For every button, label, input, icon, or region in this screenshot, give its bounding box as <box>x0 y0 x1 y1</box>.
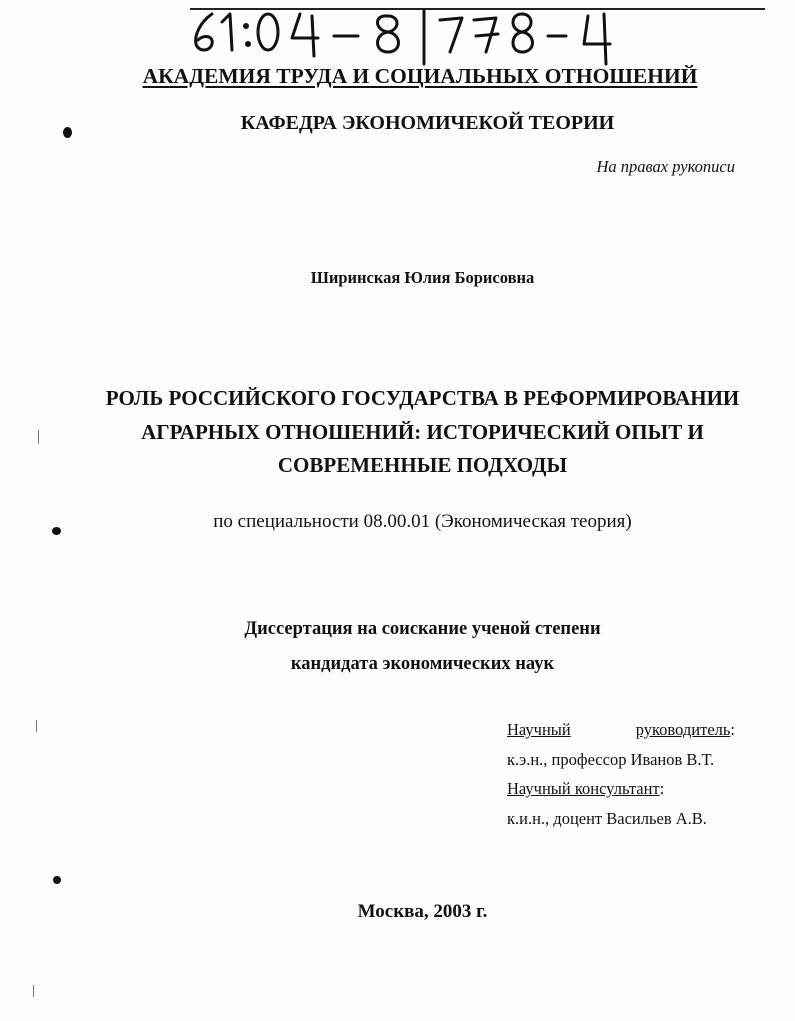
department-name: КАФЕДРА ЭКОНОМИЧЕКОЙ ТЕОРИИ <box>240 112 615 134</box>
supervisor-label-word1: Научный <box>507 720 571 739</box>
consultant-name: к.и.н., доцент Васильев А.В. <box>507 808 707 828</box>
scan-speck <box>52 527 61 535</box>
consultant-colon: : <box>659 779 665 798</box>
academy-name: АКАДЕМИЯ ТРУДА И СОЦИАЛЬНЫХ ОТНОШЕНИЙ <box>142 64 698 88</box>
supervisor-label-word2: руководитель <box>635 720 731 739</box>
city-year: Москва, 2003 г. <box>357 901 488 922</box>
manuscript-rights: На правах рукописи <box>596 157 735 176</box>
supervisor-label-word2-wrap <box>636 719 735 749</box>
scan-speck <box>53 876 61 884</box>
thesis-title-line-2: АГРАРНЫХ ОТНОШЕНИЙ: ИСТОРИЧЕСКИЙ ОПЫТ И <box>141 420 704 444</box>
advisors-block <box>507 719 735 837</box>
handwritten-catalog-number <box>0 0 640 70</box>
supervisor-name: к.э.н., профессор Иванов В.Т. <box>507 749 715 769</box>
scan-mark <box>36 720 37 732</box>
consultant-label-text: Научный консультант <box>507 779 660 798</box>
author-name: Ширинская Юлия Борисовна <box>310 268 535 287</box>
consultant-label <box>507 778 735 808</box>
scan-speck <box>63 127 72 138</box>
supervisor-colon: : <box>730 720 735 739</box>
thesis-title-line-1: РОЛЬ РОССИЙСКОГО ГОСУДАРСТВА В РЕФОРМИРОВАНИИ <box>105 386 740 410</box>
thesis-title-line-3: СОВРЕМЕННЫЕ ПОДХОДЫ <box>277 453 568 477</box>
dissertation-line-2: кандидата экономических наук <box>290 654 555 674</box>
scan-mark <box>38 430 39 444</box>
dissertation-line-1: Диссертация на соискание ученой степени <box>244 619 601 639</box>
specialty-line: по специальности 08.00.01 (Экономическая теория) <box>213 511 632 532</box>
supervisor-label <box>507 719 735 749</box>
scan-mark <box>33 985 34 997</box>
